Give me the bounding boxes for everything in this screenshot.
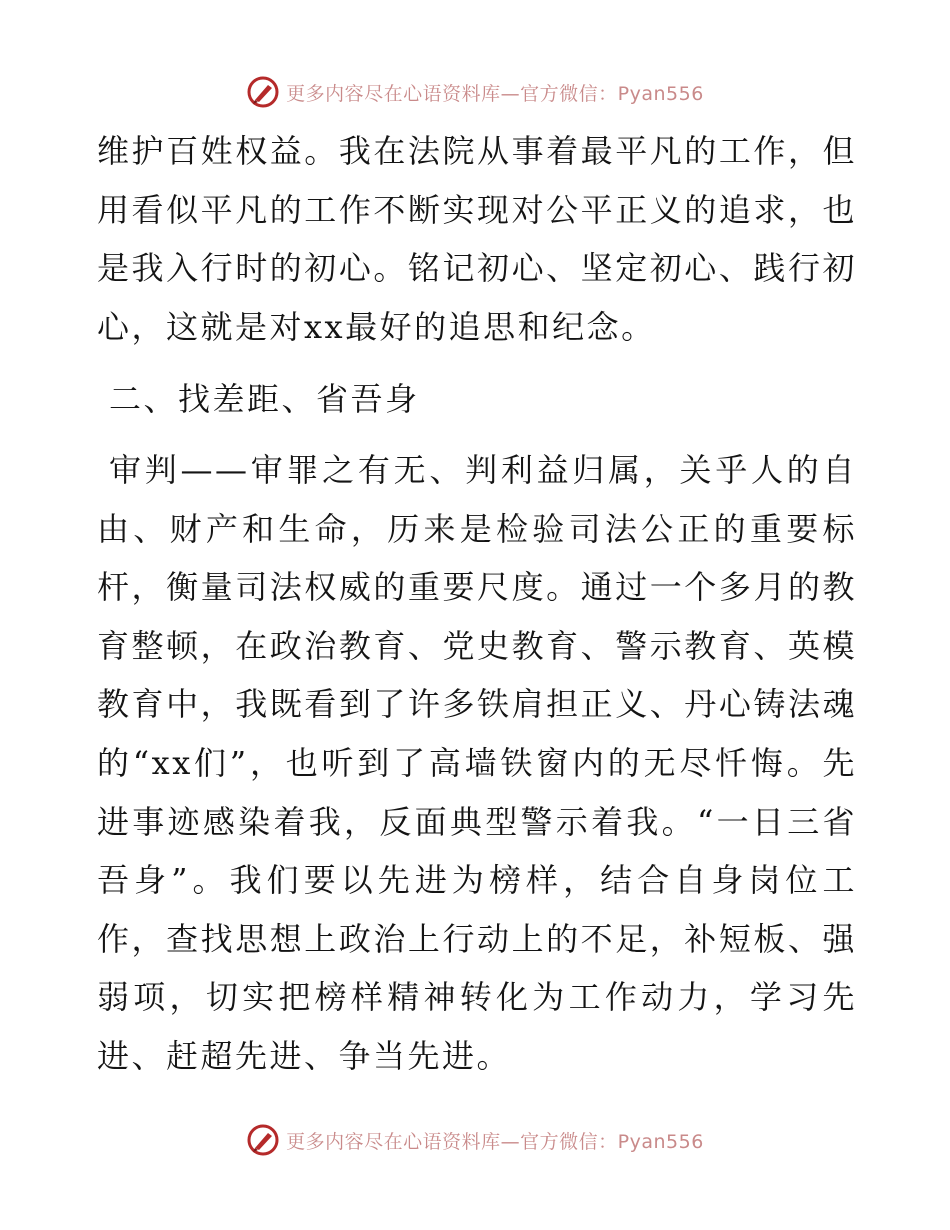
footer-watermark — [0, 1120, 950, 1160]
header-watermark — [0, 72, 950, 112]
paragraph-1: 维护百姓权益。我在法院从事着最平凡的工作，但用看似平凡的工作不断实现对公平正义的追求，也是我入行时的初心。铭记初心、坚定初心、践行初心，这就是对xx最好的追思和纪念。 — [97, 132, 857, 346]
red-pen-logo-icon — [246, 75, 280, 109]
section-heading-2: 二、找差距、省吾身 — [109, 380, 420, 419]
watermark-text: 更多内容尽在心语资料库—官方微信：Pyan556 — [286, 1130, 704, 1153]
document-body — [97, 122, 857, 1086]
watermark-text: 更多内容尽在心语资料库—官方微信：Pyan556 — [286, 82, 704, 105]
paragraph-2: 审判——审罪之有无、判利益归属，关乎人的自由、财产和生命，历来是检验司法公正的重要标杆，衡量司法权威的重要尺度。通过一个多月的教育整顿，在政治教育、党史教育、警示教育、英模教育中，我既看到了许多铁肩担正义、丹心铸法魂的“xx们”，也听到了高墙铁窗内的无尽忏悔。先进事迹感染着我，反面典型警示着我。“一日三省吾身”。我们要以先进为榜样，结合自身岗位工作，查找思想上政治上行动上的不足，补短板、强弱项，切实把榜样精神转化为工作动力，学习先进、赶超先进、争当先进。 — [97, 450, 857, 1075]
red-pen-logo-icon — [246, 1123, 280, 1157]
